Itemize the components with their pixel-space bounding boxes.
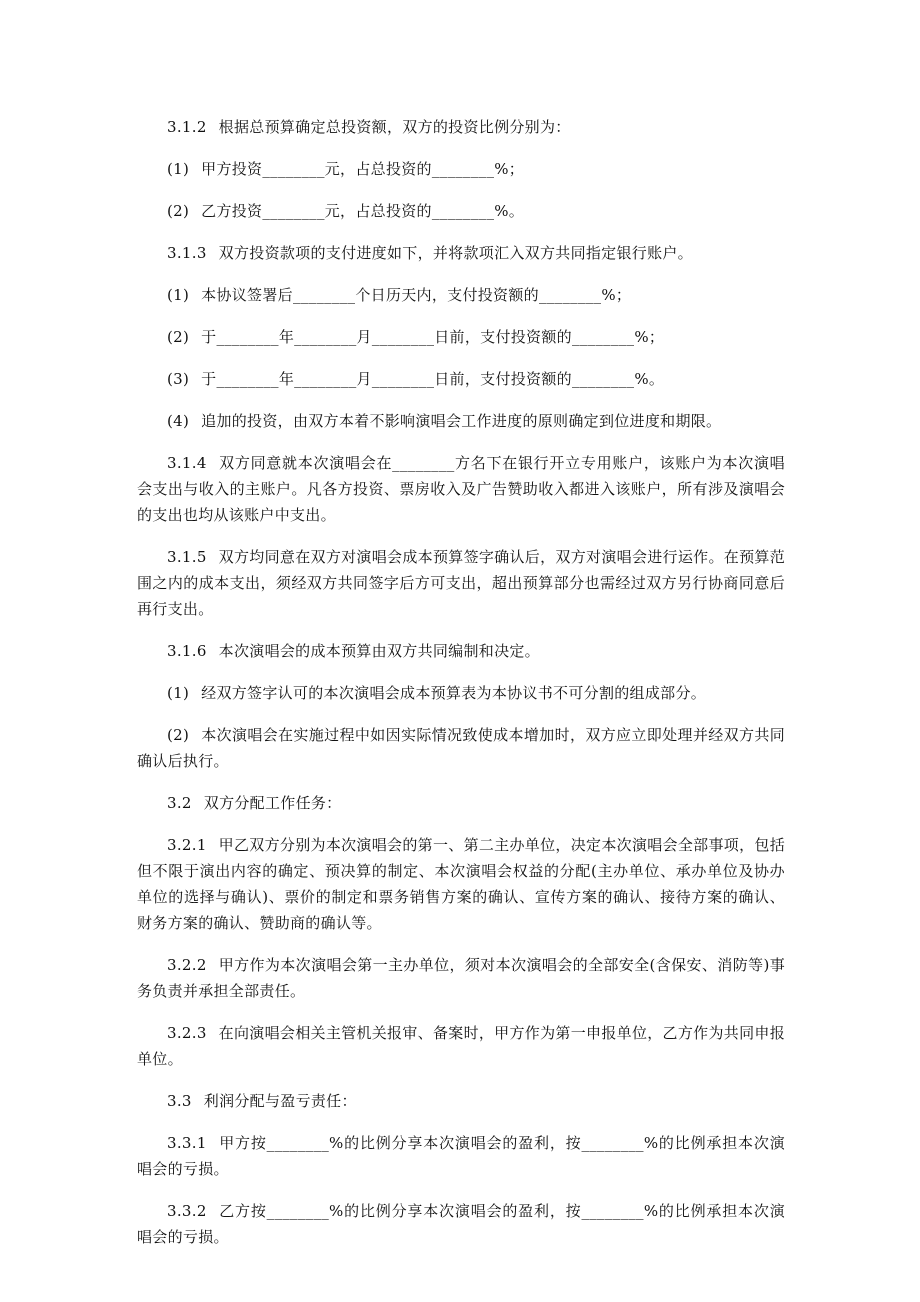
clause-number: 3.1.3 (167, 244, 207, 262)
clause-3-1-3-item-3 (137, 366, 785, 392)
clause-3-1-5 (137, 544, 785, 622)
clause-number: 3.1.6 (167, 642, 207, 660)
clause-number: (3) (167, 370, 190, 388)
clause-text: 甲方投资________元，占总投资的________%； (201, 160, 525, 178)
clause-3-1-6 (137, 638, 785, 664)
clause-text: 甲方按________%的比例分享本次演唱会的盈利，按________%的比例承担本次演唱会的亏损。 (137, 1134, 785, 1178)
clause-3-2-1 (137, 832, 785, 936)
clause-number: (2) (167, 328, 190, 346)
clause-text: 甲乙双方分别为本次演唱会的第一、第二主办单位，决定本次演唱会全部事项，包括但不限于演出内容的确定、预决算的制定、本次演唱会权益的分配(主办单位、承办单位及协办单位的选择与确认)、票价的制定和票务销售方案的确认、宣传方案的确认、接待方案的确认、财务方案的确认、赞助商的确认等。 (137, 836, 785, 932)
clause-text: 双方投资款项的支付进度如下，并将款项汇入双方共同指定银行账户。 (218, 244, 693, 262)
clause-number: 3.2.1 (167, 836, 207, 854)
clause-text: 根据总预算确定总投资额，双方的投资比例分别为： (218, 118, 571, 136)
clause-text: 本次演唱会的成本预算由双方共同编制和决定。 (218, 642, 540, 660)
clause-number: (4) (167, 412, 190, 430)
clause-number: (2) (167, 726, 190, 744)
clause-number: 3.1.2 (167, 118, 207, 136)
clause-3-1-6-item-1 (137, 680, 785, 706)
clause-number: (1) (167, 684, 190, 702)
clause-number: (1) (167, 286, 190, 304)
document-body (137, 114, 785, 1266)
clause-text: 于________年________月________日前，支付投资额的________%； (201, 328, 665, 346)
clause-number: (1) (167, 160, 190, 178)
clause-text: 利润分配与盈亏责任： (203, 1092, 357, 1110)
clause-3-1-2 (137, 114, 785, 140)
clause-3-2-3 (137, 1020, 785, 1072)
clause-number: 3.2.2 (167, 956, 207, 974)
clause-text: 双方均同意在双方对演唱会成本预算签字确认后，双方对演唱会进行运作。在预算范围之内的成本支出，须经双方共同签字后方可支出，超出预算部分也需经过双方另行协商同意后再行支出。 (137, 548, 785, 618)
clause-text: 乙方按________%的比例分享本次演唱会的盈利，按________%的比例承担本次演唱会的亏损。 (137, 1202, 785, 1246)
clause-text: 双方同意就本次演唱会在________方名下在银行开立专用账户，该账户为本次演唱会支出与收入的主账户。凡各方投资、票房收入及广告赞助收入都进入该账户，所有涉及演唱会的支出也均从该账户中支出。 (137, 454, 785, 524)
clause-text: 双方分配工作任务： (203, 794, 342, 812)
clause-3-3-1 (137, 1130, 785, 1182)
clause-3-2 (137, 790, 785, 816)
clause-text: 甲方作为本次演唱会第一主办单位，须对本次演唱会的全部安全(含保安、消防等)事务负责并承担全部责任。 (137, 956, 785, 1000)
clause-number: 3.3.1 (167, 1134, 207, 1152)
clause-text: 在向演唱会相关主管机关报审、备案时，甲方作为第一申报单位，乙方作为共同申报单位。 (137, 1024, 785, 1068)
clause-number: 3.1.4 (167, 454, 207, 472)
clause-3-1-3 (137, 240, 785, 266)
clause-text: 乙方投资________元，占总投资的________%。 (201, 202, 525, 220)
clause-number: 3.2.3 (167, 1024, 207, 1042)
clause-3-3-2 (137, 1198, 785, 1250)
clause-text: 本协议签署后________个日历天内，支付投资额的________%； (201, 286, 632, 304)
clause-3-1-2-item-2 (137, 198, 785, 224)
clause-3-1-3-item-1 (137, 282, 785, 308)
clause-3-1-2-item-1 (137, 156, 785, 182)
clause-number: 3.3.2 (167, 1202, 207, 1220)
clause-text: 于________年________月________日前，支付投资额的________%。 (201, 370, 665, 388)
clause-number: 3.1.5 (167, 548, 207, 566)
clause-number: (2) (167, 202, 190, 220)
clause-text: 追加的投资，由双方本着不影响演唱会工作进度的原则确定到位进度和期限。 (201, 412, 722, 430)
clause-3-1-4 (137, 450, 785, 528)
clause-3-3 (137, 1088, 785, 1114)
clause-text: 经双方签字认可的本次演唱会成本预算表为本协议书不可分割的组成部分。 (201, 684, 707, 702)
clause-3-1-3-item-4 (137, 408, 785, 434)
clause-text: 本次演唱会在实施过程中如因实际情况致使成本增加时，双方应立即处理并经双方共同确认后执行。 (137, 726, 785, 770)
clause-number: 3.2 (167, 794, 192, 812)
clause-3-1-6-item-2 (137, 722, 785, 774)
clause-3-1-3-item-2 (137, 324, 785, 350)
clause-3-2-2 (137, 952, 785, 1004)
clause-number: 3.3 (167, 1092, 192, 1110)
